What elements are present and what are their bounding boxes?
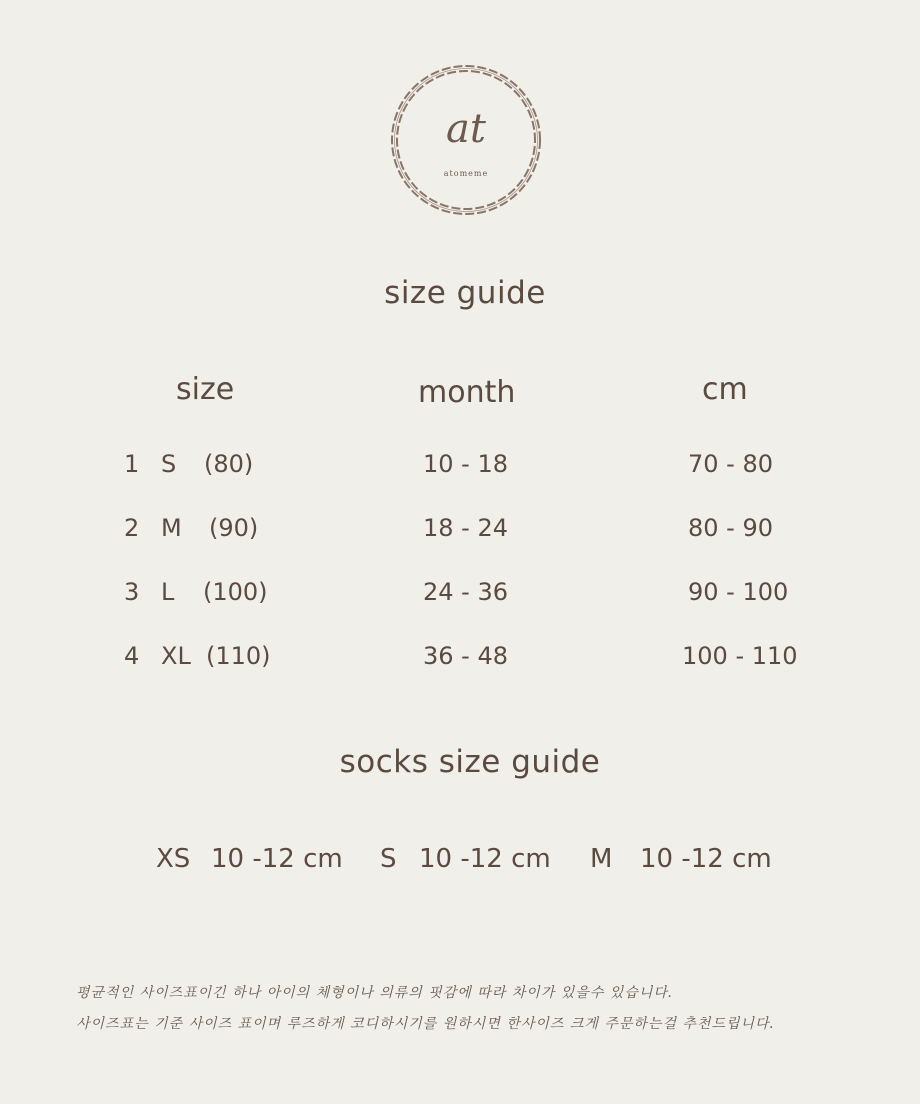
row-month: 10 - 18 xyxy=(423,450,508,478)
row-month: 24 - 36 xyxy=(423,578,508,606)
socks-guide-title: socks size guide xyxy=(339,744,601,780)
chain-wreath-icon xyxy=(386,60,546,220)
row-size-code: (110) xyxy=(206,642,271,670)
logo-brand-name: atomeme xyxy=(443,169,489,178)
size-guide-title: size guide xyxy=(384,275,546,311)
note-line: 사이즈표는 기준 사이즈 표이며 루즈하게 코디하시기를 원하시면 한사이즈 크게 주문하는걸 추천드립니다. xyxy=(76,1016,776,1032)
row-number: 2 xyxy=(124,514,140,542)
socks-size-label: M xyxy=(590,844,613,874)
row-cm: 90 - 100 xyxy=(688,578,789,606)
socks-size-range: 10 -12 cm xyxy=(211,844,343,874)
row-size-code: (80) xyxy=(204,450,254,478)
socks-size-label: S xyxy=(380,844,397,874)
row-size-code: (100) xyxy=(203,578,268,606)
header-cm: cm xyxy=(702,372,748,407)
row-number: 1 xyxy=(124,450,140,478)
row-size-letter: XL xyxy=(161,642,191,670)
row-size-letter: M xyxy=(161,514,182,542)
row-number: 4 xyxy=(124,642,140,670)
header-month: month xyxy=(418,375,516,410)
brand-logo xyxy=(386,60,546,220)
socks-size-range: 10 -12 cm xyxy=(640,844,772,874)
row-cm: 80 - 90 xyxy=(688,514,773,542)
row-month: 18 - 24 xyxy=(423,514,508,542)
row-number: 3 xyxy=(124,578,140,606)
row-cm: 100 - 110 xyxy=(682,642,798,670)
row-size-code: (90) xyxy=(209,514,259,542)
header-size: size xyxy=(176,372,235,407)
socks-size-label: XS xyxy=(156,844,191,874)
row-month: 36 - 48 xyxy=(423,642,508,670)
row-cm: 70 - 80 xyxy=(688,450,773,478)
logo-monogram: at xyxy=(446,106,486,152)
note-line: 평균적인 사이즈표이긴 하나 아이의 체형이나 의류의 핏감에 따라 차이가 있을수 있습니다. xyxy=(76,985,674,1001)
row-size-letter: S xyxy=(161,450,177,478)
socks-size-range: 10 -12 cm xyxy=(419,844,551,874)
row-size-letter: L xyxy=(161,578,175,606)
